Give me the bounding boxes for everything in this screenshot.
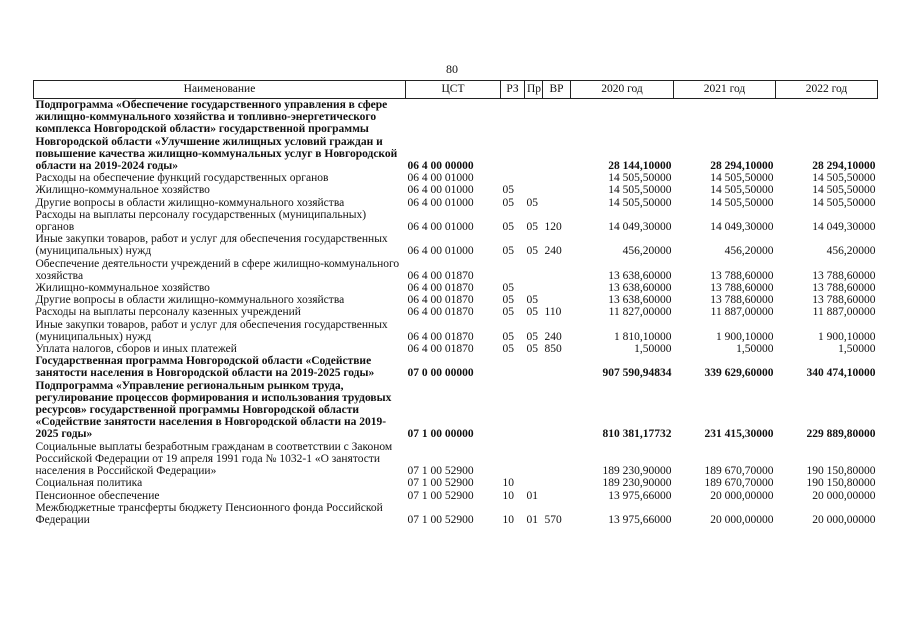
table-row [34,502,878,526]
row-vr-cell [543,184,571,196]
row-pr-cell [525,172,543,184]
row-rz-cell: 10 [502,513,514,526]
row-pr-cell [525,99,543,173]
row-2022-amount: 20 000,00000 [812,489,876,502]
row-cst-cell: 06 4 00 01870 [407,282,474,295]
row-vr-cell [543,282,571,294]
column-header-cst: ЦСТ [406,81,501,99]
row-vr-cell [543,99,571,173]
row-pr-cell: 05 [526,245,538,258]
row-pr-cell: 05 [526,196,538,209]
table-row [34,294,878,306]
row-rz-cell: 05 [502,282,514,295]
row-2020-amount: 11 827,00000 [608,306,672,319]
row-2022-amount: 1,50000 [838,343,876,356]
row-vr-cell: 570 [544,513,562,526]
row-vr-cell [543,258,571,282]
row-pr-cell [525,380,543,441]
row-2022-amount: 13 788,60000 [812,282,876,295]
row-rz-cell: 10 [502,489,514,502]
row-2022-amount: 14 505,50000 [812,196,876,209]
page-number: 80 [446,62,458,76]
table-row [34,477,878,489]
row-name-cell: Жилищно-коммунальное хозяйство [35,282,210,295]
row-2022-amount: 14 505,50000 [812,184,876,197]
row-vr-cell: 240 [544,245,562,258]
row-2022-amount: 190 150,80000 [806,477,876,490]
row-rz-cell: 05 [502,306,514,319]
table-row [34,233,878,257]
row-cst-cell: 06 4 00 01870 [407,269,474,282]
table-row [34,197,878,209]
row-pr-cell [525,258,543,282]
row-2022-amount: 14 505,50000 [812,172,876,185]
row-2022-amount: 190 150,80000 [806,465,876,478]
row-2021-amount: 14 505,50000 [710,172,774,185]
row-rz-cell: 10 [502,477,514,490]
column-header-name: Наименование [34,81,406,99]
row-2020-amount: 14 505,50000 [608,196,672,209]
row-2020-amount: 456,20000 [622,245,672,258]
row-vr-cell [543,477,571,489]
row-rz-cell [501,172,525,184]
row-2021-amount: 189 670,70000 [704,465,774,478]
row-2020-amount: 13 975,66000 [608,513,672,526]
row-pr-cell: 05 [526,343,538,356]
row-cst-cell: 06 4 00 01870 [407,294,474,307]
row-pr-cell [525,184,543,196]
row-2021-amount: 456,20000 [724,245,774,258]
row-rz-cell [501,258,525,282]
row-vr-cell [543,490,571,502]
column-header-pr: Пр [525,81,543,99]
row-2021-amount: 339 629,60000 [704,367,774,380]
row-rz-cell: 05 [502,221,514,234]
row-2021-amount: 189 670,70000 [704,477,774,490]
row-2022-amount: 13 788,60000 [812,294,876,307]
row-pr-cell [525,477,543,489]
row-2022-amount: 11 887,00000 [812,306,876,319]
row-2020-amount: 907 590,94834 [602,367,672,380]
row-name-cell: Подпрограмма «Обеспечение государственного управления в сфере жилищно-коммунального хозяйства и топливно-энергетического комплекса Новгородской области» государственной программы Новгородской области «Улучшение жилищных условий граждан и повышение качества жилищно-коммунальных услуг в Новгородской области на 2019-2024 годы» [35,99,398,173]
column-header-2020: 2020 год [571,81,674,99]
row-2021-amount: 20 000,00000 [710,489,774,502]
row-name-cell: Подпрограмма «Управление региональным рынком труда, регулирование процессов формирования и использования трудовых ресурсов» государственной программы Новгородской области «Содействие занятости населения в Новгородской области на 2019-2025 годы» [35,379,392,441]
row-2020-amount: 189 230,90000 [602,465,672,478]
row-rz-cell: 05 [502,245,514,258]
table-row [34,282,878,294]
table-row [34,355,878,379]
row-vr-cell: 850 [544,343,562,356]
row-name-cell: Расходы на выплаты персоналу казенных учреждений [35,306,301,319]
row-pr-cell [525,355,543,379]
row-rz-cell: 05 [502,294,514,307]
row-rz-cell: 05 [502,343,514,356]
row-2021-amount: 1,50000 [736,343,774,356]
row-2021-amount: 1 900,10000 [716,330,774,343]
row-rz-cell [501,99,525,173]
row-name-cell: Жилищно-коммунальное хозяйство [35,184,210,197]
column-header-rz: РЗ [501,81,525,99]
row-rz-cell: 05 [502,330,514,343]
row-vr-cell: 120 [544,221,562,234]
row-2020-amount: 28 144,10000 [608,160,672,173]
table-row [34,441,878,478]
row-2021-amount: 14 505,50000 [710,196,774,209]
row-rz-cell: 05 [502,196,514,209]
row-name-cell: Обеспечение деятельности учреждений в сфере жилищно-коммунального хозяйства [35,257,400,282]
table-body [34,99,878,527]
row-2022-amount: 229 889,80000 [806,428,876,441]
row-name-cell: Иные закупки товаров, работ и услуг для обеспечения государственных (муниципальных) нужд [35,233,388,258]
table-row [34,209,878,233]
row-2021-amount: 20 000,00000 [710,513,774,526]
row-cst-cell: 06 4 00 01870 [407,330,474,343]
table-row [34,343,878,355]
row-name-cell: Социальные выплаты безработным гражданам в соответствии с Законом Российской Федерации от 19 апреля 1991 года № 1032-1 «О занятости населения в Российской Федерации» [35,440,393,478]
row-cst-cell: 07 1 00 52900 [407,465,474,478]
row-2020-amount: 810 381,17732 [602,428,672,441]
row-cst-cell: 07 1 00 52900 [407,477,474,490]
row-vr-cell [543,197,571,209]
row-cst-cell: 07 1 00 00000 [407,428,474,441]
row-2021-amount: 14 505,50000 [710,184,774,197]
row-name-cell: Государственная программа Новгородской области «Содействие занятости населения в Новгородской области на 2019-2025 годы» [35,355,375,380]
row-pr-cell: 05 [526,221,538,234]
row-2022-amount: 456,20000 [826,245,876,258]
row-2022-amount: 340 474,10000 [806,367,876,380]
row-vr-cell [543,294,571,306]
row-cst-cell: 07 0 00 00000 [407,367,474,380]
row-cst-cell: 06 4 00 01870 [407,343,474,356]
row-2020-amount: 1 810,10000 [614,330,672,343]
row-name-cell: Межбюджетные трансферты бюджету Пенсионного фонда Российской Федерации [35,501,383,526]
row-2021-amount: 13 788,60000 [710,269,774,282]
row-name-cell: Уплата налогов, сборов и иных платежей [35,343,237,356]
row-vr-cell [543,441,571,478]
row-name-cell: Расходы на выплаты персоналу государственных (муниципальных) органов [35,208,367,234]
row-name-cell: Пенсионное обеспечение [35,489,160,502]
row-2020-amount: 13 638,60000 [608,294,672,307]
row-2021-amount: 231 415,30000 [704,428,774,441]
table-row [34,319,878,343]
row-cst-cell: 06 4 00 01000 [407,221,474,234]
row-pr-cell: 05 [526,306,538,319]
row-vr-cell: 110 [544,306,562,319]
row-cst-cell: 06 4 00 01000 [407,172,474,185]
row-pr-cell: 01 [526,513,538,526]
column-header-2021: 2021 год [674,81,776,99]
column-header-2022: 2022 год [776,81,878,99]
row-vr-cell [543,380,571,441]
row-2020-amount: 14 505,50000 [608,184,672,197]
table-row [34,306,878,318]
row-pr-cell: 01 [526,489,538,502]
column-header-vr: ВР [543,81,571,99]
row-pr-cell: 05 [526,294,538,307]
row-name-cell: Социальная политика [35,477,143,490]
row-2022-amount: 1 900,10000 [818,330,876,343]
row-rz-cell [501,441,525,478]
row-2021-amount: 14 049,30000 [710,221,774,234]
row-cst-cell: 06 4 00 01870 [407,306,474,319]
row-2021-amount: 13 788,60000 [710,282,774,295]
row-rz-cell [501,355,525,379]
table-row [34,490,878,502]
row-vr-cell: 240 [544,330,562,343]
row-2022-amount: 13 788,60000 [812,269,876,282]
row-rz-cell: 05 [502,184,514,197]
row-pr-cell [525,441,543,478]
row-cst-cell: 06 4 00 01000 [407,245,474,258]
row-2021-amount: 13 788,60000 [710,294,774,307]
row-vr-cell [543,355,571,379]
row-2020-amount: 13 975,66000 [608,489,672,502]
row-2022-amount: 14 049,30000 [812,221,876,234]
row-2020-amount: 14 505,50000 [608,172,672,185]
row-cst-cell: 07 1 00 52900 [407,513,474,526]
row-2021-amount: 28 294,10000 [710,160,774,173]
row-name-cell: Другие вопросы в области жилищно-коммунального хозяйства [35,294,345,307]
row-2020-amount: 1,50000 [634,343,672,356]
row-name-cell: Иные закупки товаров, работ и услуг для обеспечения государственных (муниципальных) нужд [35,318,388,343]
row-vr-cell [543,172,571,184]
row-2021-amount: 11 887,00000 [710,306,774,319]
row-cst-cell: 06 4 00 01000 [407,184,474,197]
row-cst-cell: 06 4 00 00000 [407,160,474,173]
row-pr-cell [525,282,543,294]
row-cst-cell: 06 4 00 01000 [407,196,474,209]
row-2020-amount: 13 638,60000 [608,282,672,295]
row-name-cell: Расходы на обеспечение функций государственных органов [35,172,329,185]
table-header-row [34,81,878,99]
row-2020-amount: 189 230,90000 [602,477,672,490]
row-2022-amount: 28 294,10000 [812,160,876,173]
budget-table [33,80,878,526]
row-2020-amount: 13 638,60000 [608,269,672,282]
table-row [34,258,878,282]
row-cst-cell: 07 1 00 52900 [407,489,474,502]
row-rz-cell [501,380,525,441]
row-name-cell: Другие вопросы в области жилищно-коммунального хозяйства [35,196,345,209]
table-row [34,172,878,184]
table-row [34,99,878,173]
row-2022-amount: 20 000,00000 [812,513,876,526]
table-row [34,184,878,196]
table-row [34,380,878,441]
row-pr-cell: 05 [526,330,538,343]
row-2020-amount: 14 049,30000 [608,221,672,234]
